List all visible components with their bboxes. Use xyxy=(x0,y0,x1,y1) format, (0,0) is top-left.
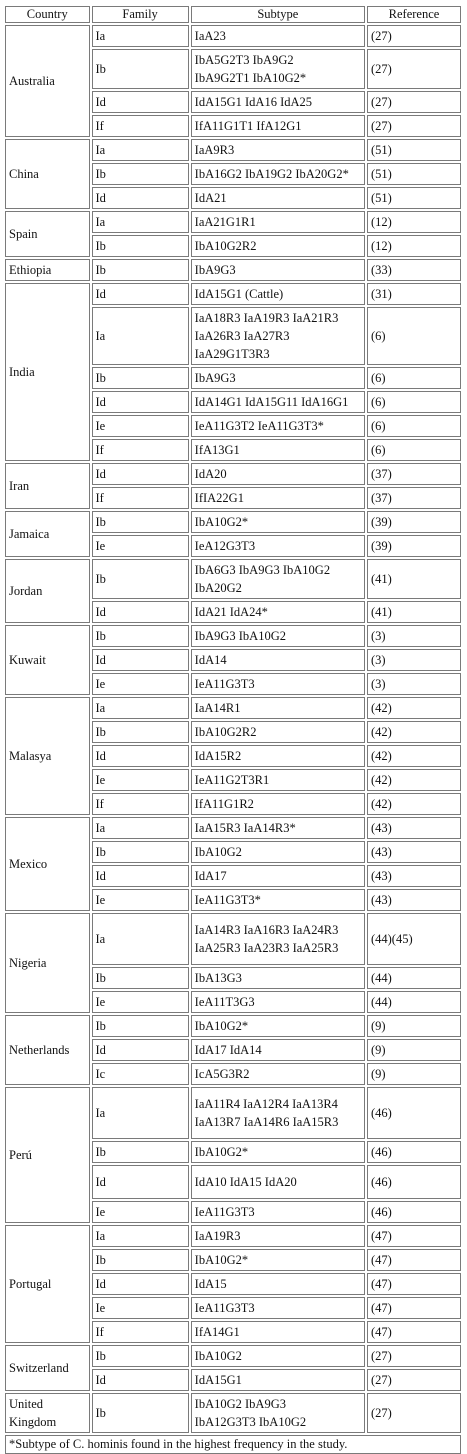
table-row xyxy=(5,1345,461,1367)
subtype-line: IaA21G1R1 xyxy=(194,215,256,229)
subtype-cell xyxy=(191,1345,365,1367)
family-cell: Ib xyxy=(92,841,189,863)
country-cell: Australia xyxy=(5,25,90,137)
family-cell: Ib xyxy=(92,1393,189,1433)
subtype-cell xyxy=(191,91,365,113)
family-cell: Ib xyxy=(92,559,189,599)
subtype-line: IbA9G3 xyxy=(194,263,236,277)
subtype-table-wrapper xyxy=(3,4,463,1454)
family-cell: Ib xyxy=(92,511,189,533)
reference-cell: (3) xyxy=(367,625,461,647)
subtype-cell xyxy=(191,49,365,89)
reference-cell: (9) xyxy=(367,1039,461,1061)
reference-cell: (41) xyxy=(367,601,461,623)
family-cell: Ib xyxy=(92,367,189,389)
family-cell: Id xyxy=(92,463,189,485)
table-body xyxy=(5,25,461,1433)
family-cell: Ib xyxy=(92,259,189,281)
subtype-line: IdA15G1 (Cattle) xyxy=(194,287,284,301)
subtype-line: IdA17 xyxy=(194,869,227,883)
subtype-line: IbA9G3 xyxy=(194,371,236,385)
family-cell: Ib xyxy=(92,1015,189,1037)
reference-cell: (9) xyxy=(367,1015,461,1037)
subtype-cell xyxy=(191,283,365,305)
family-cell: If xyxy=(92,439,189,461)
subtype-cell xyxy=(191,793,365,815)
family-cell: Ia xyxy=(92,817,189,839)
subtype-cell xyxy=(191,391,365,413)
subtype-line: IbA10G2 xyxy=(194,1349,242,1363)
family-cell: Ie xyxy=(92,889,189,911)
subtype-line: IfA11G1R2 xyxy=(194,797,254,811)
reference-cell: (43) xyxy=(367,817,461,839)
subtype-cell xyxy=(191,673,365,695)
reference-cell: (33) xyxy=(367,259,461,281)
subtype-cell xyxy=(191,865,365,887)
family-cell: Id xyxy=(92,1165,189,1199)
subtype-cell xyxy=(191,1393,365,1433)
subtype-line: IeA11G3T2 IeA11G3T3* xyxy=(194,419,324,433)
table-row xyxy=(5,1393,461,1433)
subtype-cell xyxy=(191,601,365,623)
reference-cell: (47) xyxy=(367,1249,461,1271)
family-cell: Id xyxy=(92,187,189,209)
reference-cell: (43) xyxy=(367,841,461,863)
subtype-line: IaA23 xyxy=(194,29,226,43)
country-cell: Nigeria xyxy=(5,913,90,1013)
family-cell: Ib xyxy=(92,1345,189,1367)
reference-cell: (44)(45) xyxy=(367,913,461,965)
subtype-line: IbA10G2* xyxy=(194,1145,249,1159)
subtype-cell xyxy=(191,1273,365,1295)
family-cell: Ib xyxy=(92,721,189,743)
reference-cell: (46) xyxy=(367,1087,461,1139)
reference-cell: (44) xyxy=(367,967,461,989)
subtype-line: IbA9G2T1 IbA10G2* xyxy=(194,71,307,85)
country-cell: China xyxy=(5,139,90,209)
family-cell: Ib xyxy=(92,49,189,89)
reference-cell: (27) xyxy=(367,1369,461,1391)
reference-cell: (27) xyxy=(367,49,461,89)
subtype-line: IbA6G3 IbA9G3 IbA10G2 xyxy=(194,563,331,577)
reference-cell: (6) xyxy=(367,439,461,461)
country-cell: Netherlands xyxy=(5,1015,90,1085)
subtype-line: IeA11G2T3R1 xyxy=(194,773,270,787)
subtype-cell xyxy=(191,1369,365,1391)
reference-cell: (27) xyxy=(367,1393,461,1433)
family-cell: Ia xyxy=(92,1225,189,1247)
table-row xyxy=(5,913,461,965)
subtype-line: IdA21 IdA24* xyxy=(194,605,268,619)
subtype-line: IbA9G3 IbA10G2 xyxy=(194,629,286,643)
family-cell: Ia xyxy=(92,139,189,161)
reference-cell: (42) xyxy=(367,769,461,791)
table-row xyxy=(5,25,461,47)
reference-cell: (51) xyxy=(367,139,461,161)
country-cell: United Kingdom xyxy=(5,1393,90,1433)
subtype-line: IeA11G3T3 xyxy=(194,1205,255,1219)
country-cell: Jamaica xyxy=(5,511,90,557)
subtype-cell xyxy=(191,697,365,719)
subtype-cell xyxy=(191,307,365,365)
subtype-line: IaA26R3 IaA27R3 xyxy=(194,329,290,343)
country-cell: Perú xyxy=(5,1087,90,1223)
subtype-cell xyxy=(191,913,365,965)
family-cell: Id xyxy=(92,391,189,413)
family-cell: Ib xyxy=(92,235,189,257)
family-cell: Ie xyxy=(92,535,189,557)
table-row xyxy=(5,463,461,485)
subtype-line: IdA15 xyxy=(194,1277,227,1291)
table-row xyxy=(5,697,461,719)
subtype-cell xyxy=(191,1165,365,1199)
family-cell: If xyxy=(92,793,189,815)
subtype-cell xyxy=(191,115,365,137)
reference-cell: (27) xyxy=(367,91,461,113)
subtype-cell xyxy=(191,841,365,863)
subtype-cell xyxy=(191,745,365,767)
reference-cell: (6) xyxy=(367,391,461,413)
subtype-line: IcA5G3R2 xyxy=(194,1067,250,1081)
subtype-line: IdA10 IdA15 IdA20 xyxy=(194,1175,297,1189)
table-row xyxy=(5,559,461,599)
family-cell: Ie xyxy=(92,1297,189,1319)
subtype-line: IbA10G2 IbA9G3 xyxy=(194,1397,286,1411)
subtype-line: IbA10G2R2 xyxy=(194,239,257,253)
subtype-line: IeA11T3G3 xyxy=(194,995,255,1009)
header-family: Family xyxy=(92,6,189,23)
subtype-cell xyxy=(191,463,365,485)
family-cell: Ie xyxy=(92,1201,189,1223)
subtype-line: IbA20G2 xyxy=(194,581,242,595)
subtype-line: IbA10G2* xyxy=(194,1019,249,1033)
reference-cell: (9) xyxy=(367,1063,461,1085)
subtype-cell xyxy=(191,415,365,437)
subtype-cell xyxy=(191,139,365,161)
subtype-cell xyxy=(191,1201,365,1223)
subtype-cell xyxy=(191,187,365,209)
subtype-line: IaA14R1 xyxy=(194,701,241,715)
subtype-line: IaA11R4 IaA12R4 IaA13R4 xyxy=(194,1097,338,1111)
reference-cell: (47) xyxy=(367,1321,461,1343)
family-cell: Ib xyxy=(92,1141,189,1163)
family-cell: Ia xyxy=(92,307,189,365)
reference-cell: (6) xyxy=(367,367,461,389)
subtype-line: IfA13G1 xyxy=(194,443,240,457)
reference-cell: (6) xyxy=(367,307,461,365)
reference-cell: (3) xyxy=(367,649,461,671)
subtype-line: IdA15R2 xyxy=(194,749,242,763)
family-cell: Ia xyxy=(92,1087,189,1139)
subtype-line: IbA10G2R2 xyxy=(194,725,257,739)
table-row xyxy=(5,259,461,281)
subtype-line: IeA11G3T3 xyxy=(194,1301,255,1315)
reference-cell: (27) xyxy=(367,115,461,137)
reference-cell: (37) xyxy=(367,487,461,509)
subtype-line: IdA14 xyxy=(194,653,227,667)
subtype-line: IaA13R7 IaA14R6 IaA15R3 xyxy=(194,1115,339,1129)
reference-cell: (47) xyxy=(367,1273,461,1295)
subtype-cell xyxy=(191,625,365,647)
reference-cell: (51) xyxy=(367,163,461,185)
family-cell: If xyxy=(92,1321,189,1343)
reference-cell: (27) xyxy=(367,25,461,47)
family-cell: If xyxy=(92,115,189,137)
subtype-line: IeA11G3T3* xyxy=(194,893,261,907)
family-cell: Id xyxy=(92,91,189,113)
subtype-cell xyxy=(191,1087,365,1139)
reference-cell: (31) xyxy=(367,283,461,305)
subtype-cell xyxy=(191,535,365,557)
family-cell: Ib xyxy=(92,1249,189,1271)
subtype-cell xyxy=(191,817,365,839)
reference-cell: (12) xyxy=(367,235,461,257)
table-row xyxy=(5,211,461,233)
subtype-line: IeA12G3T3 xyxy=(194,539,256,553)
table-row xyxy=(5,1015,461,1037)
subtype-line: IdA17 IdA14 xyxy=(194,1043,262,1057)
subtype-line: IbA10G2* xyxy=(194,1253,249,1267)
subtype-cell xyxy=(191,1015,365,1037)
country-cell: India xyxy=(5,283,90,461)
subtype-cell xyxy=(191,487,365,509)
subtype-cell xyxy=(191,991,365,1013)
reference-cell: (39) xyxy=(367,511,461,533)
country-cell: Switzerland xyxy=(5,1345,90,1391)
table-row xyxy=(5,139,461,161)
family-cell: Id xyxy=(92,283,189,305)
reference-cell: (3) xyxy=(367,673,461,695)
subtype-line: IdA14G1 IdA15G11 IdA16G1 xyxy=(194,395,349,409)
subtype-line: IaA15R3 IaA14R3* xyxy=(194,821,296,835)
reference-cell: (39) xyxy=(367,535,461,557)
subtype-line: IbA13G3 xyxy=(194,971,242,985)
subtype-cell xyxy=(191,1063,365,1085)
subtype-cell xyxy=(191,259,365,281)
family-cell: Ia xyxy=(92,697,189,719)
subtype-cell xyxy=(191,1141,365,1163)
subtype-cell xyxy=(191,889,365,911)
reference-cell: (6) xyxy=(367,415,461,437)
reference-cell: (42) xyxy=(367,721,461,743)
family-cell: Ib xyxy=(92,625,189,647)
family-cell: Id xyxy=(92,1369,189,1391)
subtype-line: IbA10G2 xyxy=(194,845,242,859)
subtype-cell xyxy=(191,559,365,599)
header-row xyxy=(5,6,461,23)
table-row xyxy=(5,1225,461,1247)
family-cell: Id xyxy=(92,649,189,671)
table-row xyxy=(5,625,461,647)
subtype-cell xyxy=(191,163,365,185)
subtype-line: IaA25R3 IaA23R3 IaA25R3 xyxy=(194,941,339,955)
family-cell: Ia xyxy=(92,211,189,233)
country-cell: Mexico xyxy=(5,817,90,911)
table-row xyxy=(5,817,461,839)
family-cell: Ie xyxy=(92,991,189,1013)
subtype-cell xyxy=(191,1225,365,1247)
subtype-line: IdA21 xyxy=(194,191,227,205)
reference-cell: (46) xyxy=(367,1165,461,1199)
subtype-cell xyxy=(191,25,365,47)
subtype-line: IaA29G1T3R3 xyxy=(194,347,270,361)
subtype-line: IfIA22G1 xyxy=(194,491,244,505)
subtype-line: IaA9R3 xyxy=(194,143,235,157)
family-cell: Id xyxy=(92,1273,189,1295)
family-cell: Ia xyxy=(92,913,189,965)
header-reference: Reference xyxy=(367,6,461,23)
header-subtype: Subtype xyxy=(191,6,365,23)
country-cell: Jordan xyxy=(5,559,90,623)
family-cell: If xyxy=(92,487,189,509)
reference-cell: (27) xyxy=(367,1345,461,1367)
subtype-cell xyxy=(191,367,365,389)
reference-cell: (46) xyxy=(367,1141,461,1163)
country-cell: Portugal xyxy=(5,1225,90,1343)
table-row xyxy=(5,1087,461,1139)
subtype-cell xyxy=(191,511,365,533)
subtype-cell xyxy=(191,1249,365,1271)
subtype-table xyxy=(3,4,463,1435)
family-cell: Ie xyxy=(92,673,189,695)
country-cell: Iran xyxy=(5,463,90,509)
reference-cell: (43) xyxy=(367,889,461,911)
reference-cell: (42) xyxy=(367,793,461,815)
subtype-cell xyxy=(191,721,365,743)
subtype-cell xyxy=(191,211,365,233)
reference-cell: (42) xyxy=(367,745,461,767)
family-cell: Id xyxy=(92,1039,189,1061)
reference-cell: (43) xyxy=(367,865,461,887)
family-cell: Id xyxy=(92,745,189,767)
reference-cell: (42) xyxy=(367,697,461,719)
subtype-line: IbA10G2* xyxy=(194,515,249,529)
subtype-cell xyxy=(191,1321,365,1343)
subtype-cell xyxy=(191,235,365,257)
reference-cell: (47) xyxy=(367,1225,461,1247)
subtype-line: IbA5G2T3 IbA9G2 xyxy=(194,53,294,67)
subtype-line: IaA18R3 IaA19R3 IaA21R3 xyxy=(194,311,339,325)
subtype-line: IbA12G3T3 IbA10G2 xyxy=(194,1415,307,1429)
family-cell: Ia xyxy=(92,25,189,47)
subtype-line: IeA11G3T3 xyxy=(194,677,255,691)
subtype-line: IdA15G1 xyxy=(194,1373,242,1387)
header-country: Country xyxy=(5,6,90,23)
reference-cell: (46) xyxy=(367,1201,461,1223)
country-cell: Spain xyxy=(5,211,90,257)
footnote: *Subtype of C. hominis found in the highest frequency in the study. xyxy=(5,1435,461,1454)
table-row xyxy=(5,283,461,305)
reference-cell: (41) xyxy=(367,559,461,599)
family-cell: Ib xyxy=(92,163,189,185)
family-cell: Ic xyxy=(92,1063,189,1085)
reference-cell: (47) xyxy=(367,1297,461,1319)
subtype-line: IfA14G1 xyxy=(194,1325,240,1339)
subtype-line: IdA15G1 IdA16 IdA25 xyxy=(194,95,313,109)
country-cell: Ethiopia xyxy=(5,259,90,281)
table-row xyxy=(5,511,461,533)
subtype-cell xyxy=(191,1297,365,1319)
subtype-line: IbA16G2 IbA19G2 IbA20G2* xyxy=(194,167,349,181)
subtype-line: IaA14R3 IaA16R3 IaA24R3 xyxy=(194,923,339,937)
subtype-line: IaA19R3 xyxy=(194,1229,241,1243)
subtype-line: IfA11G1T1 IfA12G1 xyxy=(194,119,302,133)
reference-cell: (12) xyxy=(367,211,461,233)
subtype-cell xyxy=(191,439,365,461)
reference-cell: (44) xyxy=(367,991,461,1013)
family-cell: Id xyxy=(92,601,189,623)
family-cell: Ib xyxy=(92,967,189,989)
subtype-line: IdA20 xyxy=(194,467,227,481)
family-cell: Id xyxy=(92,865,189,887)
country-cell: Malasya xyxy=(5,697,90,815)
family-cell: Ie xyxy=(92,415,189,437)
family-cell: Ie xyxy=(92,769,189,791)
country-cell: Kuwait xyxy=(5,625,90,695)
reference-cell: (37) xyxy=(367,463,461,485)
subtype-cell xyxy=(191,769,365,791)
subtype-cell xyxy=(191,1039,365,1061)
subtype-cell xyxy=(191,967,365,989)
subtype-cell xyxy=(191,649,365,671)
reference-cell: (51) xyxy=(367,187,461,209)
